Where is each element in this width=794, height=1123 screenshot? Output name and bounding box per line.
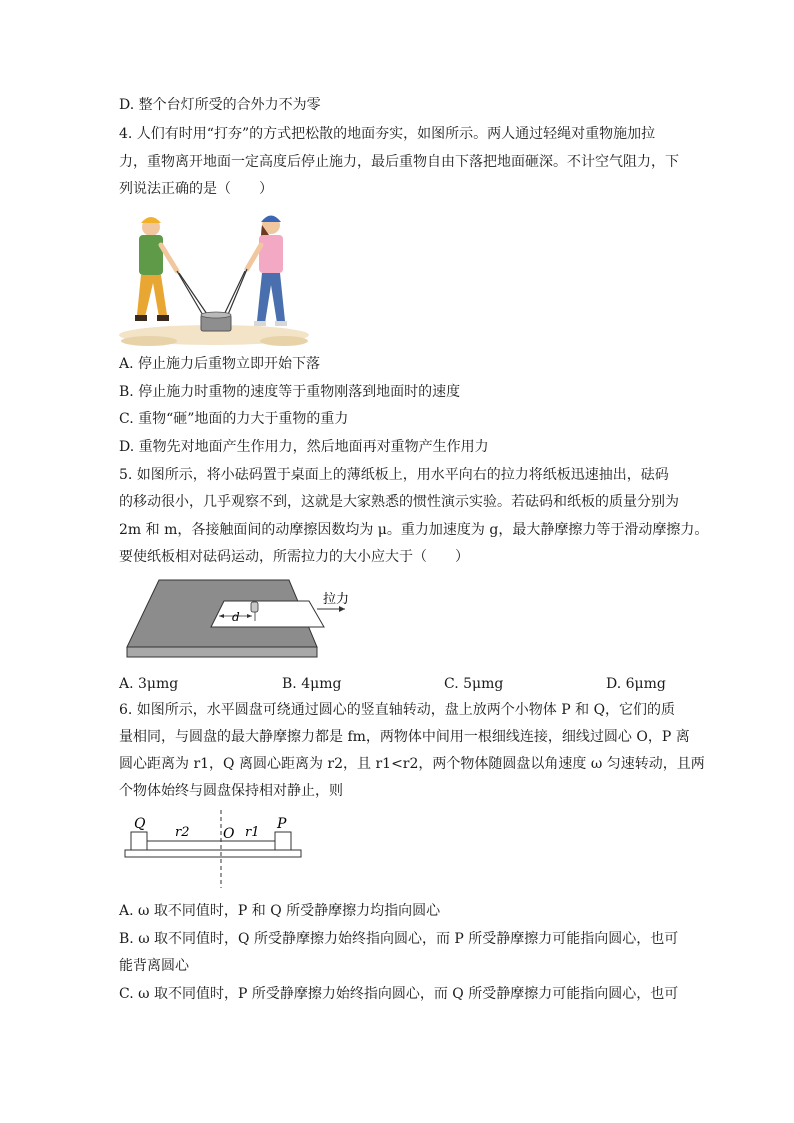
- q5-option-d: D. 6μmg: [606, 676, 666, 692]
- q4-option-d: D. 重物先对地面产生作用力，然后地面再对重物产生作用力: [119, 439, 489, 455]
- q6-option-b-line-2: 能背离圆心: [119, 958, 189, 974]
- q4-stem-line-1: 4. 人们有时用“打夯”的方式把松散的地面夯实，如图所示。两人通过轻绳对重物施加拉: [119, 126, 656, 142]
- q3-option-d: D. 整个台灯所受的合外力不为零: [119, 97, 321, 113]
- tamping-illustration: [119, 205, 309, 347]
- q6-stem-line-1: 6. 如图所示，水平圆盘可绕通过圆心的竖直轴转动，盘上放两个小物体 P 和 Q，它们的质: [119, 702, 676, 718]
- pull-force-label: 拉力: [323, 592, 350, 607]
- q4-stem-line-3: 列说法正确的是（ ）: [119, 181, 273, 197]
- q4-option-a: A. 停止施力后重物立即开始下落: [119, 356, 321, 372]
- q4-option-b: B. 停止施力时重物的速度等于重物刚落到地面时的速度: [119, 384, 461, 400]
- object-p: [275, 832, 291, 850]
- q5-stem-line-3: 2m 和 m，各接触面间的动摩擦因数均为 μ。重力加速度为 g，最大静摩擦力等于滑动摩擦力。: [119, 522, 709, 538]
- weight-icon: [251, 602, 258, 612]
- q4-stem-line-2: 力，重物离开地面一定高度后停止施力，最后重物自由下落把地面砸深。不计空气阻力，下: [119, 154, 679, 170]
- rotating-disk-figure: [119, 808, 309, 890]
- q5-option-b: B. 4μmg: [282, 676, 342, 692]
- q6-stem-line-4: 个物体始终与圆盘保持相对静止，则: [119, 783, 343, 799]
- label-p: P: [277, 816, 287, 832]
- q6-stem-line-3: 圆心距离为 r1，Q 离圆心距离为 r2，且 r1<r2，两个物体随圆盘以角速度 ω 匀速转动，且两: [119, 756, 705, 772]
- label-o: O: [223, 826, 235, 842]
- q6-stem-line-2: 量相同，与圆盘的最大静摩擦力都是 fm，两物体中间用一根细线连接，细线过圆心 O，P 离: [119, 729, 690, 745]
- label-r1: r1: [245, 825, 260, 840]
- q5-stem-line-1: 5. 如图所示，将小砝码置于桌面上的薄纸板上，用水平向右的拉力将纸板迅速抽出，砝码: [119, 467, 669, 483]
- q4-option-c: C. 重物“砸”地面的力大于重物的重力: [119, 411, 349, 427]
- q6-option-b-line-1: B. ω 取不同值时，Q 所受静摩擦力始终指向圆心，而 P 所受静摩擦力可能指向圆心，也可: [119, 931, 679, 947]
- q5-stem-line-4: 要使纸板相对砝码运动，所需拉力的大小应大于（ ）: [119, 549, 469, 565]
- q5-option-a: A. 3μmg: [119, 676, 179, 692]
- q6-option-c: C. ω 取不同值时，P 所受静摩擦力始终指向圆心，而 Q 所受静摩擦力可能指向圆心，也可: [119, 986, 679, 1002]
- distance-label: d: [232, 610, 240, 624]
- paperboard-figure: [119, 575, 369, 665]
- q5-option-c: C. 5μmg: [444, 676, 504, 692]
- label-r2: r2: [175, 825, 190, 840]
- q6-option-a: A. ω 取不同值时，P 和 Q 所受静摩擦力均指向圆心: [119, 903, 441, 919]
- q5-stem-line-2: 的移动很小，几乎观察不到，这就是大家熟悉的惯性演示实验。若砝码和纸板的质量分别为: [119, 494, 679, 510]
- label-q: Q: [134, 816, 146, 832]
- object-q: [131, 832, 147, 850]
